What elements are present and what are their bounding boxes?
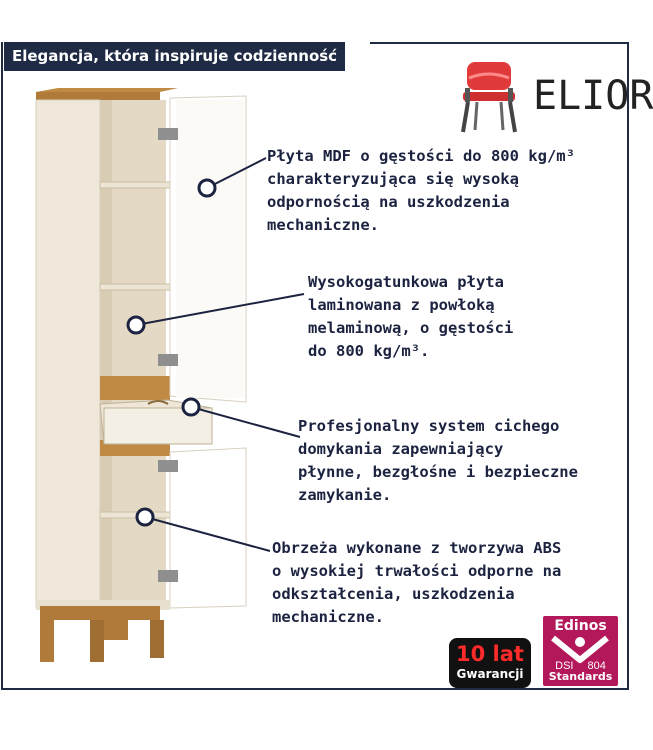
edinos-badge: [543, 616, 618, 686]
callout-laminate: Wysokogatunkowa płyta laminowana z powłoką melaminową, o gęstości do 800 kg/m³.: [308, 273, 514, 360]
warranty-badge: [449, 638, 531, 688]
callout-soft-close: Profesjonalny system cichego domykania zapewniający płynne, bezgłośne i bezpieczne zamykanie.: [298, 417, 578, 504]
edinos-name: Edinos: [554, 618, 607, 634]
edinos-right-code: 804: [587, 660, 606, 672]
edinos-standards: Standards: [548, 670, 613, 683]
brand-name: ELIOR: [533, 73, 653, 119]
edinos-left-code: DSI: [555, 660, 574, 672]
callout-mdf: Płyta MDF o gęstości do 800 kg/m³ charakteryzująca się wysoką odpornością na uszkodzenia mechaniczne.: [267, 147, 575, 234]
warranty-label: Gwarancji: [456, 667, 524, 681]
callout-abs-edges: Obrzeża wykonane z tworzywa ABS o wysokiej trwałości odporne na odkształcenia, uszkodzenia mechaniczne.: [272, 539, 562, 626]
warranty-years: 10 lat: [456, 642, 524, 666]
header-title: Elegancja, która inspiruje codzienność: [4, 42, 345, 71]
